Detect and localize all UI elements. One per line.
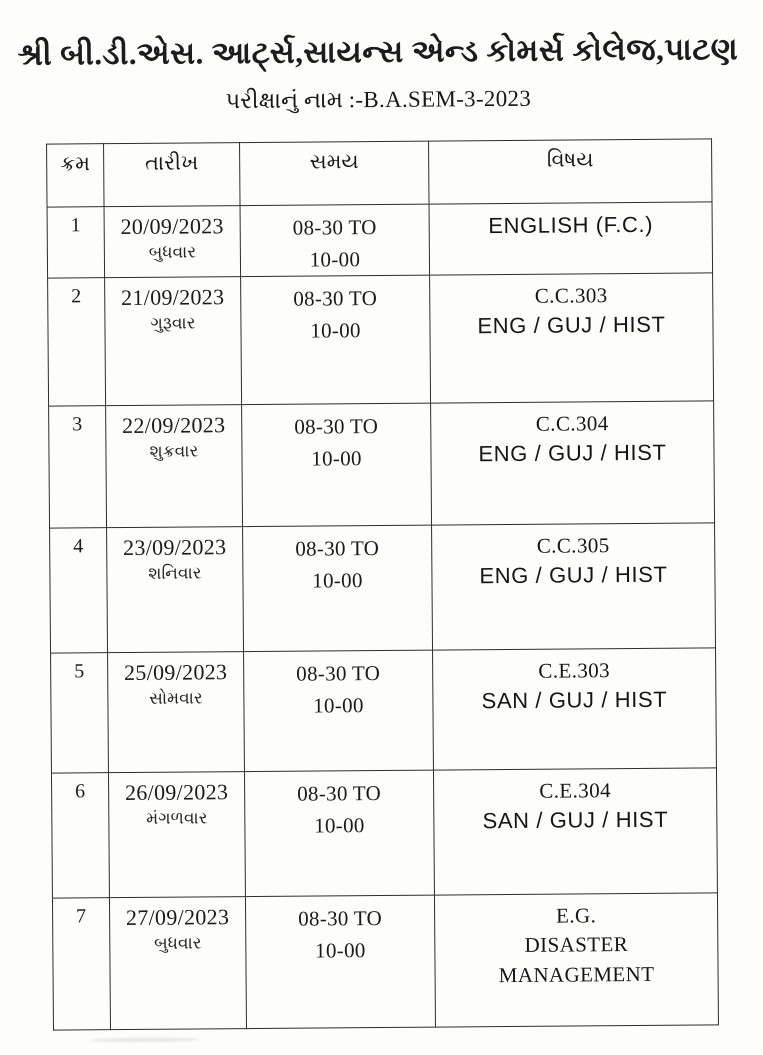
time-cell bbox=[240, 204, 430, 276]
date-cell bbox=[108, 652, 245, 773]
date-text: 26/09/2023 bbox=[124, 779, 229, 806]
time-cell bbox=[245, 895, 435, 1028]
date-cell bbox=[104, 206, 241, 278]
time-text-line2: 10-00 bbox=[315, 937, 366, 963]
time-text-line1: 08-30 TO bbox=[293, 286, 378, 311]
time-text-line1: 08-30 TO bbox=[295, 536, 380, 561]
time-text-line2: 10-00 bbox=[311, 445, 362, 471]
time-cell bbox=[244, 650, 434, 771]
subject-code: C.C.304 bbox=[535, 411, 609, 436]
page-title: શ્રી બી.ડી.એસ. આર્ટ્સ,સાયન્સ એન્ડ કોમર્સ કોલેજ,પાટણ bbox=[17, 31, 739, 72]
day-text: સોમવાર bbox=[149, 688, 203, 708]
date-text: 21/09/2023 bbox=[121, 284, 225, 311]
serial-cell: 6 bbox=[51, 773, 109, 898]
time-text-line2: 10-00 bbox=[314, 812, 365, 838]
subject-group: SAN / GUJ / HIST bbox=[481, 687, 668, 714]
column-header-serial: ક્રમ bbox=[47, 144, 104, 207]
time-text-line2: 10-00 bbox=[310, 317, 361, 343]
time-cell bbox=[241, 275, 431, 404]
scan-smudge bbox=[90, 1037, 200, 1042]
subject-cell bbox=[430, 273, 714, 403]
date-cell bbox=[106, 405, 243, 528]
time-text-line1: 08-30 TO bbox=[297, 781, 382, 806]
table-row bbox=[52, 893, 718, 1030]
table-row bbox=[51, 648, 717, 773]
subject-code: C.E.303 bbox=[538, 658, 611, 683]
subject-cell bbox=[433, 768, 717, 895]
date-text: 22/09/2023 bbox=[122, 412, 226, 439]
date-cell bbox=[105, 277, 242, 406]
day-text: બુધવાર bbox=[148, 242, 197, 262]
day-text: શુક્રવાર bbox=[149, 441, 199, 461]
column-header-time: સમય bbox=[240, 141, 429, 205]
subject-group: SAN / GUJ / HIST bbox=[482, 807, 669, 834]
date-text: 25/09/2023 bbox=[123, 659, 228, 686]
subject-line1: E.G. bbox=[555, 903, 597, 928]
day-text: શનિવાર bbox=[148, 563, 202, 583]
subject-line2: DISASTER bbox=[524, 932, 629, 958]
time-text-line1: 08-30 TO bbox=[296, 661, 381, 686]
table-row bbox=[51, 768, 717, 898]
date-cell bbox=[107, 527, 244, 653]
subject-code: C.C.305 bbox=[536, 533, 610, 558]
date-text: 27/09/2023 bbox=[125, 904, 230, 931]
column-header-subject: વિષય bbox=[429, 139, 712, 204]
subject-code: C.C.303 bbox=[534, 283, 608, 308]
table-row bbox=[47, 202, 713, 278]
time-text-line2: 10-00 bbox=[313, 692, 364, 718]
day-text: ગુરૂવાર bbox=[150, 313, 196, 333]
serial-cell: 5 bbox=[51, 653, 109, 773]
serial-cell: 1 bbox=[47, 207, 105, 278]
subject-group: ENG / GUJ / HIST bbox=[477, 312, 666, 339]
exam-name-line bbox=[0, 84, 760, 116]
subject-cell bbox=[432, 523, 716, 650]
subject-cell bbox=[434, 893, 718, 1027]
time-cell bbox=[243, 525, 433, 651]
serial-cell: 2 bbox=[48, 278, 106, 406]
day-text: મંગળવાર bbox=[146, 808, 208, 828]
serial-cell: 3 bbox=[49, 406, 107, 528]
table-row bbox=[48, 273, 714, 406]
date-text: 23/09/2023 bbox=[122, 534, 227, 561]
date-cell bbox=[108, 772, 245, 898]
serial-cell: 7 bbox=[52, 898, 110, 1030]
time-text-line2: 10-00 bbox=[312, 567, 363, 593]
time-text-line1: 08-30 TO bbox=[292, 215, 377, 240]
subject-text: ENGLISH (F.C.) bbox=[488, 211, 654, 239]
exam-timetable bbox=[46, 138, 719, 1030]
time-cell bbox=[244, 770, 434, 896]
subject-group: ENG / GUJ / HIST bbox=[479, 562, 668, 589]
subject-cell bbox=[433, 648, 717, 770]
time-text-line2: 10-00 bbox=[309, 246, 361, 272]
table-row bbox=[50, 523, 716, 653]
subject-code: C.E.304 bbox=[539, 778, 612, 803]
date-text: 20/09/2023 bbox=[120, 213, 224, 240]
time-cell bbox=[242, 403, 432, 526]
column-header-date: તારીખ bbox=[104, 143, 240, 207]
time-text-line1: 08-30 TO bbox=[294, 414, 379, 439]
day-text: બુધવાર bbox=[154, 933, 202, 953]
subject-line3: MANAGEMENT bbox=[498, 961, 655, 987]
subject-cell bbox=[431, 401, 715, 525]
time-text-line1: 08-30 TO bbox=[298, 906, 383, 931]
subject-cell bbox=[429, 202, 713, 275]
serial-cell: 4 bbox=[50, 528, 108, 653]
table-row bbox=[49, 401, 715, 528]
table-header-row bbox=[47, 139, 712, 207]
date-cell bbox=[109, 897, 246, 1030]
subject-group: ENG / GUJ / HIST bbox=[478, 440, 667, 467]
exam-name-value: :-B.A.SEM-3-2023 bbox=[348, 85, 532, 113]
exam-name-label: પરીક્ષાનું નામ bbox=[225, 87, 344, 114]
